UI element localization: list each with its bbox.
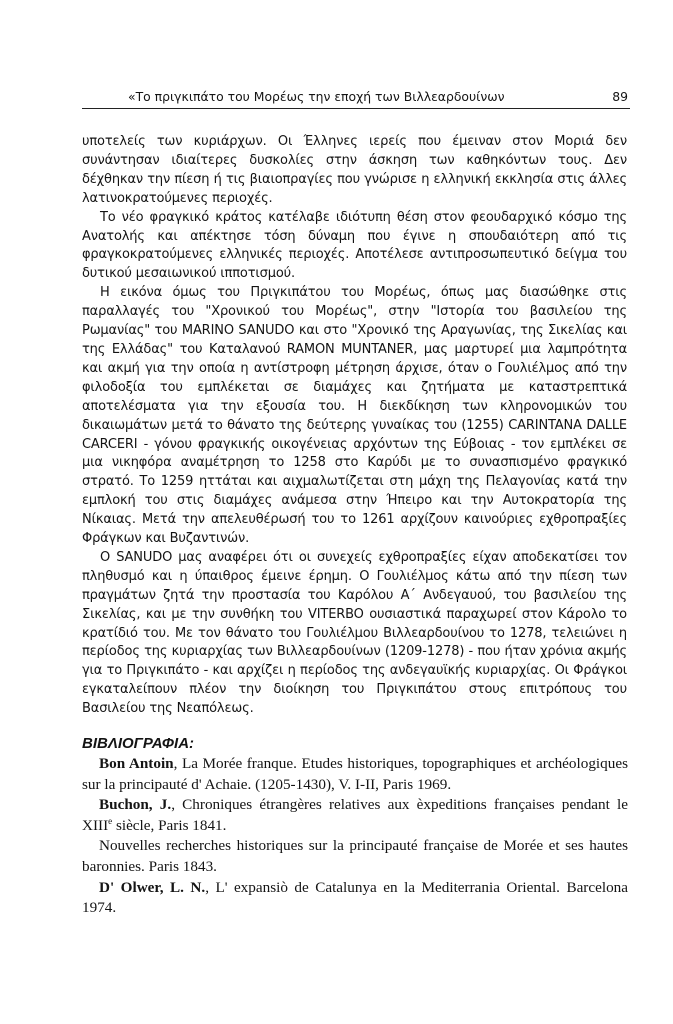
bibliography-entry <box>82 754 628 795</box>
paragraph-1: υποτελείς των κυριάρχων. Οι Έλληνες ιερείς που έμειναν στον Μοριά δεν συνάντησαν ιδιαίτερες δυσκολίες στην άσκηση των καθηκόντων τους. Δεν δέχθηκαν την πίεση ή τις βιαιοπραγίες που γνώρισε η ελληνική εκκλησία στις άλλες λατινοκρατούμενες περιοχές. <box>82 134 627 206</box>
paragraph-2: Το νέο φραγκικό κράτος κατέλαβε ιδιότυπη θέση στον φεουδαρχικό κόσμο της Ανατολής και απέκτησε τόση δύναμη που έγινε η σπουδαιότερη από τις φραγκοκρατούμενες ελληνικές περιοχές. Αποτέλεσε αντιπροσωπευτικό δείγμα του δυτικού μεσαιωνικού ιπποτισμού. <box>82 209 627 282</box>
bibliography-author: Bon Antoin <box>99 755 174 772</box>
running-title: «Το πριγκιπάτο του Μορέως την εποχή των Βιλλεαρδουίνων <box>128 89 505 104</box>
body-text <box>82 133 627 719</box>
bibliography-details: , L' expansiò de Catalunya en la Mediterrania Oriental. Barcelona 1974. <box>82 878 628 917</box>
bibliography-section <box>82 734 628 919</box>
bibliography-details: , La Morée franque. Etudes historiques, topographiques et archéologiques sur la principauté d' Achaie. (1205-1430), V. I-II, Paris 1969. <box>82 755 628 793</box>
bibliography-author: D' Olwer, L. N. <box>99 878 206 896</box>
bibliography-entry <box>82 836 628 877</box>
bibliography-details: , Chroniques étrangères relatives aux èxpeditions françaises pendant le XIII <box>82 796 628 834</box>
paragraph-4: Ο SANUDO μας αναφέρει ότι οι συνεχείς εχθροπραξίες είχαν αποδεκατίσει τον πληθυσμό και η ύπαιθρος έμεινε έρημη. Ο Γουλιέλμος κάτω από την πίεση των πραγμάτων ζητά την προστασία του Καρόλου Α΄ Ανδεγαυού, του βασιλείου της Σικελίας, και με την συνθήκη του VITERBO ουσιαστικά παραχωρεί στον Κάρολο το κρατίδιό του. Με τον θάνατο του Γουλιέλμου Βιλλεαρδουίνου το 1278, τελειώνει η περίοδος της κυριαρχίας των Βιλλεαρδουίνων (1209-1278) - που ήταν χρόνια ακμής για το Πριγκιπάτο - και αρχίζει η περίοδος της ανδεγαυϊκής κυριαρχίας. Οι Φράγκοι εγκαταλείπουν πλέον την διοίκηση του Πριγκιπάτου στους επιτρόπους του Βασιλείου της Νεαπόλεως. <box>82 549 627 717</box>
bibliography-entry <box>82 795 628 836</box>
superscript: e <box>108 815 113 826</box>
page-number: 89 <box>612 89 628 104</box>
running-header <box>82 86 630 109</box>
paragraph-3: Η εικόνα όμως του Πριγκιπάτου του Μορέως, όπως μας διασώθηκε στις παραλλαγές του "Χρονικού του Μορέως", στην "Ιστορία του βασιλείου της Ρωμανίας" του MARINO SANUDO και στο "Χρονικό της Αραγωνίας, της Σικελίας και της Ελλάδας" του Καταλανού RAMON MUNTANER, μας μαρτυρεί μια λαμπρότητα και ακμή για την οποία η αντίστροφη μέτρηση άρχισε, όταν ο Γουλιέλμος από την φιλοδοξία του εμπλέκεται σε διαμάχες και ζητήματα με καταστρεπτικά αποτελέσματα για την εξουσία του. Η διεκδίκηση των κληρονομικών του δικαιωμάτων μετά το θάνατο της δεύτερης γυναίκας του (1255) CARINTANA DALLE CARCERI - γόνου φραγκικής οικογένειας αρχόντων της Εύβοιας - τον εμπλέκει σε μια νικηφόρα αναμέτρηση το 1258 στο Καρύδι με το συνασπισμένο φραγκικό στρατό. Το 1259 ηττάται και αιχμαλωτίζεται στη μάχη της Πελαγονίας κατά την εμπλοκή του στις διαμάχες ανάμεσα στην Ήπειρο και την Αυτοκρατορία της Νίκαιας. Μετά την απελευθέρωσή του το 1261 αρχίζουν καινούριες εχθροπραξίες Φράγκων και Βυζαντινών. <box>82 285 627 547</box>
bibliography-details: Nouvelles recherches historiques sur la principauté française de Morée et ses hautes baronnies. Paris 1843. <box>82 837 628 875</box>
bibliography-details-end: siècle, Paris 1841. <box>112 816 227 834</box>
bibliography-author: Buchon, J. <box>99 796 172 814</box>
bibliography-heading: ΒΙΒΛΙΟΓΡΑΦΙΑ: <box>82 735 195 752</box>
bibliography-entry <box>82 878 628 919</box>
